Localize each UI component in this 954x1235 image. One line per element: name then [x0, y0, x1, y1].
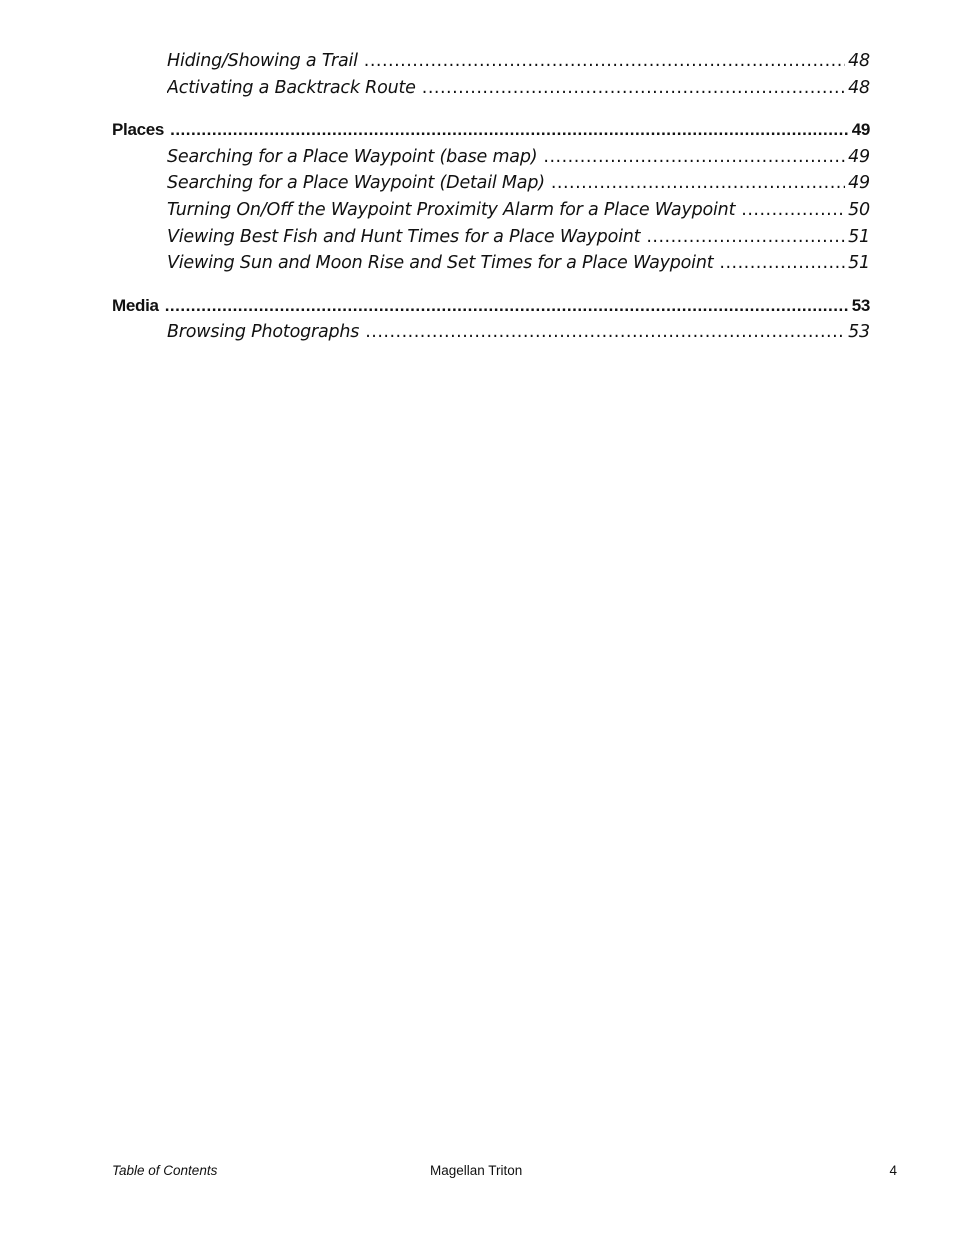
toc-section-title: Places: [112, 120, 165, 140]
footer-section-name: Table of Contents: [112, 1163, 218, 1178]
toc-entry-page: 49: [848, 173, 870, 194]
dot-leader: [365, 319, 845, 346]
dot-leader: [543, 144, 845, 171]
toc-entry-title: Viewing Sun and Moon Rise and Set Times for a Place Waypoint: [167, 253, 714, 274]
table-of-contents: [112, 48, 870, 346]
toc-entry-page: 48: [848, 77, 870, 98]
footer-page-number: 4: [889, 1163, 897, 1178]
toc-entry-title: Searching for a Place Waypoint (base map): [167, 146, 538, 167]
footer-product-name: Magellan Triton: [430, 1163, 523, 1178]
dot-leader: [170, 117, 849, 144]
toc-entry-title: Hiding/Showing a Trail: [167, 51, 358, 71]
toc-entry-search-place-base-map[interactable]: [167, 144, 870, 171]
toc-entry-sun-moon-times[interactable]: [167, 250, 870, 277]
toc-section-media[interactable]: [112, 293, 870, 320]
toc-entry-page: 53: [848, 322, 870, 343]
toc-entry-title: Turning On/Off the Waypoint Proximity Alarm for a Place Waypoint: [167, 199, 736, 220]
dot-leader: [741, 197, 845, 224]
toc-entry-proximity-alarm[interactable]: [167, 197, 870, 224]
toc-entry-search-place-detail-map[interactable]: [167, 170, 870, 197]
toc-entry-browsing-photographs[interactable]: [167, 319, 870, 346]
toc-entry-title: Browsing Photographs: [167, 322, 360, 343]
dot-leader: [646, 224, 845, 251]
dot-leader: [165, 293, 849, 320]
toc-entry-fish-hunt-times[interactable]: [167, 224, 870, 251]
toc-entry-title: Activating a Backtrack Route: [167, 77, 416, 98]
toc-entry-page: 49: [848, 146, 870, 167]
toc-entry-title: Searching for a Place Waypoint (Detail Map): [167, 173, 545, 194]
toc-entry-page: 51: [848, 226, 870, 247]
toc-section-places[interactable]: [112, 117, 870, 144]
toc-section-title: Media: [112, 295, 159, 315]
dot-leader: [364, 48, 845, 75]
page-footer: [0, 1163, 954, 1183]
toc-section-page: 49: [851, 120, 870, 140]
dot-leader: [719, 250, 845, 277]
toc-entry-hiding-showing-trail[interactable]: [167, 48, 870, 75]
toc-entry-page: 51: [848, 253, 870, 274]
toc-entry-title: Viewing Best Fish and Hunt Times for a Place Waypoint: [167, 226, 641, 247]
dot-leader: [422, 75, 845, 102]
dot-leader: [551, 170, 845, 197]
toc-entry-page: 48: [848, 51, 870, 71]
toc-entry-activating-backtrack-route[interactable]: [167, 75, 870, 102]
toc-section-page: 53: [851, 295, 870, 315]
toc-entry-page: 50: [848, 199, 870, 220]
